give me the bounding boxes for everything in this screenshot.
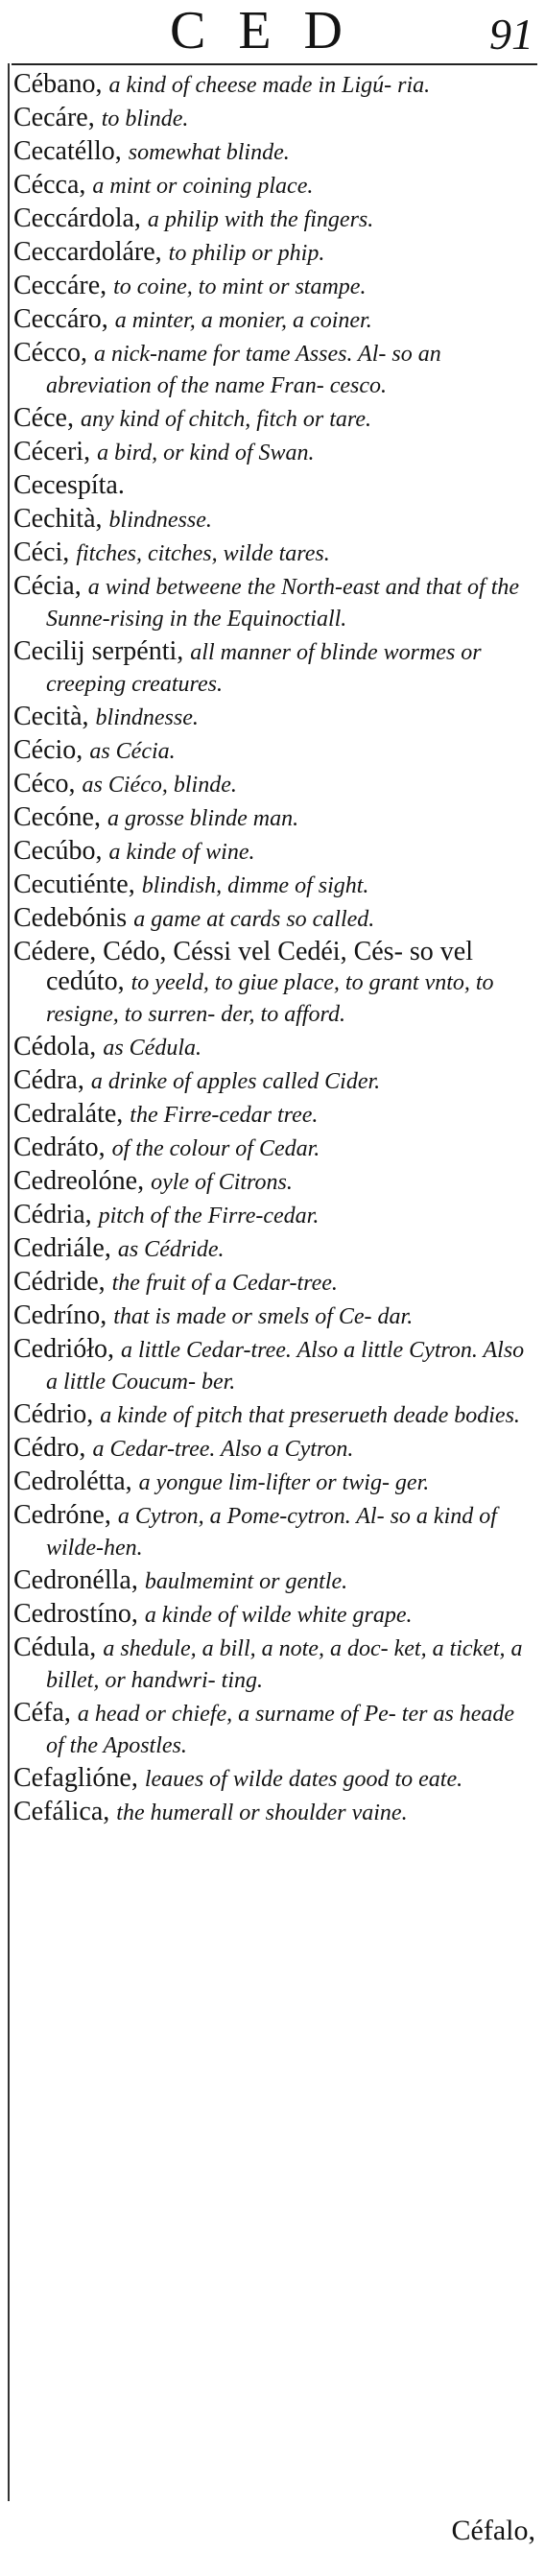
entry-headword: Cédrio, (13, 1399, 94, 1429)
entry-definition: a bird, or kind of Swan. (97, 441, 315, 465)
dictionary-entry (13, 1267, 537, 1299)
entry-headword: Cecespíta. (13, 470, 125, 500)
dictionary-entry (13, 1633, 537, 1696)
entry-definition: all manner of blinde wormes or creeping creatures. (46, 640, 482, 697)
entry-definition: a Cedar-tree. Also a Cytron. (92, 1437, 354, 1462)
entry-definition: blindish, dimme of sight. (141, 873, 369, 898)
dictionary-entry (13, 304, 537, 336)
entry-list (13, 69, 537, 1830)
entry-definition: a mint or coining place. (92, 174, 314, 199)
dictionary-entry (13, 1233, 537, 1265)
dictionary-entry (13, 271, 537, 302)
dictionary-entry (13, 1166, 537, 1198)
dictionary-entry (13, 571, 537, 634)
entry-headword: Céci, (13, 537, 70, 567)
dictionary-entry (13, 1032, 537, 1063)
entry-headword: Cédria, (13, 1200, 92, 1229)
entry-headword: Cécco, (13, 338, 87, 368)
entry-headword: Céfa, (13, 1698, 71, 1728)
dictionary-entry (13, 937, 537, 1030)
dictionary-entry (13, 136, 537, 168)
entry-definition: a yongue lim-lifter or twig- ger. (138, 1470, 430, 1495)
dictionary-entry (13, 170, 537, 202)
dictionary-entry (13, 702, 537, 733)
entry-headword: Cedráto, (13, 1133, 106, 1162)
entry-definition: the fruit of a Cedar-tree. (111, 1271, 338, 1296)
entry-definition: a Cytron, a Pome-cytron. Al- so a kind of wilde-hen. (46, 1504, 497, 1561)
entry-definition: a kinde of pitch that preserueth deade bodies. (100, 1403, 520, 1428)
dictionary-entry (13, 1399, 537, 1431)
dictionary-entry (13, 537, 537, 569)
entry-headword: Cedríno, (13, 1300, 107, 1330)
dictionary-entry (13, 338, 537, 401)
entry-headword: Cefaglióne, (13, 1763, 138, 1793)
catchword: Céfalo, (451, 2515, 535, 2546)
dictionary-entry (13, 1099, 537, 1131)
entry-definition: fitches, citches, wilde tares. (76, 541, 330, 566)
dictionary-entry (13, 735, 537, 767)
dictionary-entry (13, 1797, 537, 1828)
entry-definition: the Firre-cedar tree. (130, 1103, 319, 1128)
entry-definition: oyle of Citrons. (151, 1170, 293, 1195)
entry-definition: a minter, a monier, a coiner. (114, 308, 372, 333)
entry-headword: Cédula, (13, 1633, 97, 1662)
dictionary-entry (13, 403, 537, 435)
entry-definition: baulmemint or gentle. (144, 1569, 348, 1594)
dictionary-entry (13, 1763, 537, 1795)
entry-headword: Cedriále, (13, 1233, 111, 1263)
dictionary-entry (13, 769, 537, 800)
dictionary-entry (13, 1133, 537, 1164)
entry-definition: to coine, to mint or stampe. (113, 274, 367, 299)
dictionary-entry (13, 1334, 537, 1397)
dictionary-entry (13, 903, 537, 935)
entry-definition: a game at cards so called. (133, 907, 375, 932)
entry-definition: a little Cedar-tree. Also a little Cytron. Also a little Coucum- ber. (46, 1338, 525, 1395)
dictionary-entry (13, 1467, 537, 1498)
entry-headword: Céceri, (13, 437, 91, 466)
entry-definition: as Ciéco, blinde. (82, 773, 237, 798)
page-header (0, 0, 545, 63)
entry-definition: to philip or phip. (168, 241, 325, 266)
entry-headword: Ceccáro, (13, 304, 108, 334)
entry-definition: to blinde. (101, 107, 189, 131)
entry-headword: Cédra, (13, 1065, 84, 1095)
dictionary-entry (13, 69, 537, 101)
entry-headword: Ceccárdola, (13, 203, 141, 233)
entry-headword: Cecáre, (13, 103, 95, 132)
entry-headword: Cedebónis (13, 903, 128, 933)
page-number: 91 (489, 10, 533, 59)
entry-definition: blindnesse. (108, 508, 212, 533)
entry-definition: the humerall or shoulder vaine. (116, 1801, 408, 1825)
dictionary-entry (13, 504, 537, 536)
header-rule (12, 63, 537, 65)
entry-headword: Cécia, (13, 571, 82, 601)
entry-headword: Cecilij serpénti, (13, 636, 184, 666)
entry-headword: Ceccardoláre, (13, 237, 162, 267)
entry-headword: Cedraláte, (13, 1099, 124, 1129)
entry-headword: Cébano, (13, 69, 103, 99)
entry-headword: Cedrióło, (13, 1334, 114, 1364)
dictionary-entry (13, 103, 537, 134)
entry-headword: Cedreolóne, (13, 1166, 145, 1196)
entry-definition: somewhat blinde. (128, 140, 290, 165)
entry-definition: a grosse blinde man. (107, 806, 299, 831)
entry-definition: a head or chiefe, a surname of Pe- ter as heade of the Apostles. (46, 1702, 515, 1758)
entry-headword: Cecúbo, (13, 836, 103, 866)
dictionary-entry (13, 636, 537, 700)
entry-headword: Cédola, (13, 1032, 97, 1061)
entry-headword: Cechità, (13, 504, 103, 534)
running-head: CED (170, 1, 375, 60)
dictionary-entry (13, 1300, 537, 1332)
dictionary-entry (13, 470, 537, 502)
entry-definition: of the colour of Cedar. (111, 1136, 320, 1161)
entry-definition: a shedule, a bill, a note, a doc- ket, a ticket, a billet, or handwri- ting. (46, 1636, 523, 1693)
entry-headword: Cédere, Cédo, Céssi vel Cedéi, Cés- so vel cedúto, (13, 937, 474, 996)
entry-definition: a kind of cheese made in Ligú- ria. (108, 73, 431, 98)
entry-headword: Cédro, (13, 1433, 86, 1463)
entry-headword: Céco, (13, 769, 76, 799)
dictionary-entry (13, 1433, 537, 1465)
entry-headword: Cedrostíno, (13, 1599, 138, 1629)
entry-headword: Cedronélla, (13, 1565, 138, 1595)
entry-headword: Cécca, (13, 170, 86, 200)
entry-definition: leaues of wilde dates good to eate. (144, 1767, 463, 1792)
entry-headword: Cecità, (13, 702, 89, 731)
entry-headword: Cecóne, (13, 802, 101, 832)
entry-headword: Cefálica, (13, 1797, 110, 1826)
entry-definition: a kinde of wilde white grape. (144, 1603, 413, 1628)
dictionary-entry (13, 802, 537, 834)
entry-definition: that is made or smels of Ce- dar. (113, 1304, 414, 1329)
entry-headword: Cedrolétta, (13, 1467, 132, 1496)
entry-definition: as Cédula. (103, 1036, 201, 1061)
dictionary-entry (13, 1500, 537, 1563)
dictionary-entry (13, 437, 537, 468)
entry-definition: a nick-name for tame Asses. Al- so an abreviation of the name Fran- cesco. (46, 342, 441, 398)
entry-definition: to yeeld, to giue place, to grant vnto, to resigne, to surren- der, to afford. (46, 970, 494, 1027)
entry-headword: Cécio, (13, 735, 83, 765)
dictionary-entry (13, 203, 537, 235)
entry-definition: a drinke of apples called Cider. (90, 1069, 381, 1094)
dictionary-entry (13, 1599, 537, 1631)
dictionary-entry (13, 1698, 537, 1761)
entry-definition: pitch of the Firre-cedar. (98, 1204, 320, 1228)
entry-definition: a philip with the fingers. (147, 207, 374, 232)
dictionary-entry (13, 1065, 537, 1097)
entry-definition: blindnesse. (95, 705, 199, 730)
entry-headword: Cecatéllo, (13, 136, 122, 166)
entry-headword: Céce, (13, 403, 74, 433)
entry-headword: Ceccáre, (13, 271, 107, 300)
dictionary-entry (13, 1565, 537, 1597)
entry-definition: any kind of chitch, fitch or tare. (80, 407, 372, 432)
entry-definition: a kinde of wine. (108, 840, 255, 865)
entry-definition: as Cécia. (89, 739, 176, 764)
entry-definition: a wind betweene the North-east and that of the Sunne-rising in the Equinoctiall. (46, 575, 520, 632)
dictionary-entry (13, 237, 537, 269)
entry-headword: Cecutiénte, (13, 870, 135, 899)
entry-headword: Cédride, (13, 1267, 106, 1297)
entry-headword: Cedróne, (13, 1500, 111, 1530)
dictionary-entry (13, 836, 537, 868)
column-rule (8, 63, 10, 2501)
dictionary-entry (13, 1200, 537, 1231)
entry-definition: as Cédride. (117, 1237, 225, 1262)
dictionary-entry (13, 870, 537, 901)
